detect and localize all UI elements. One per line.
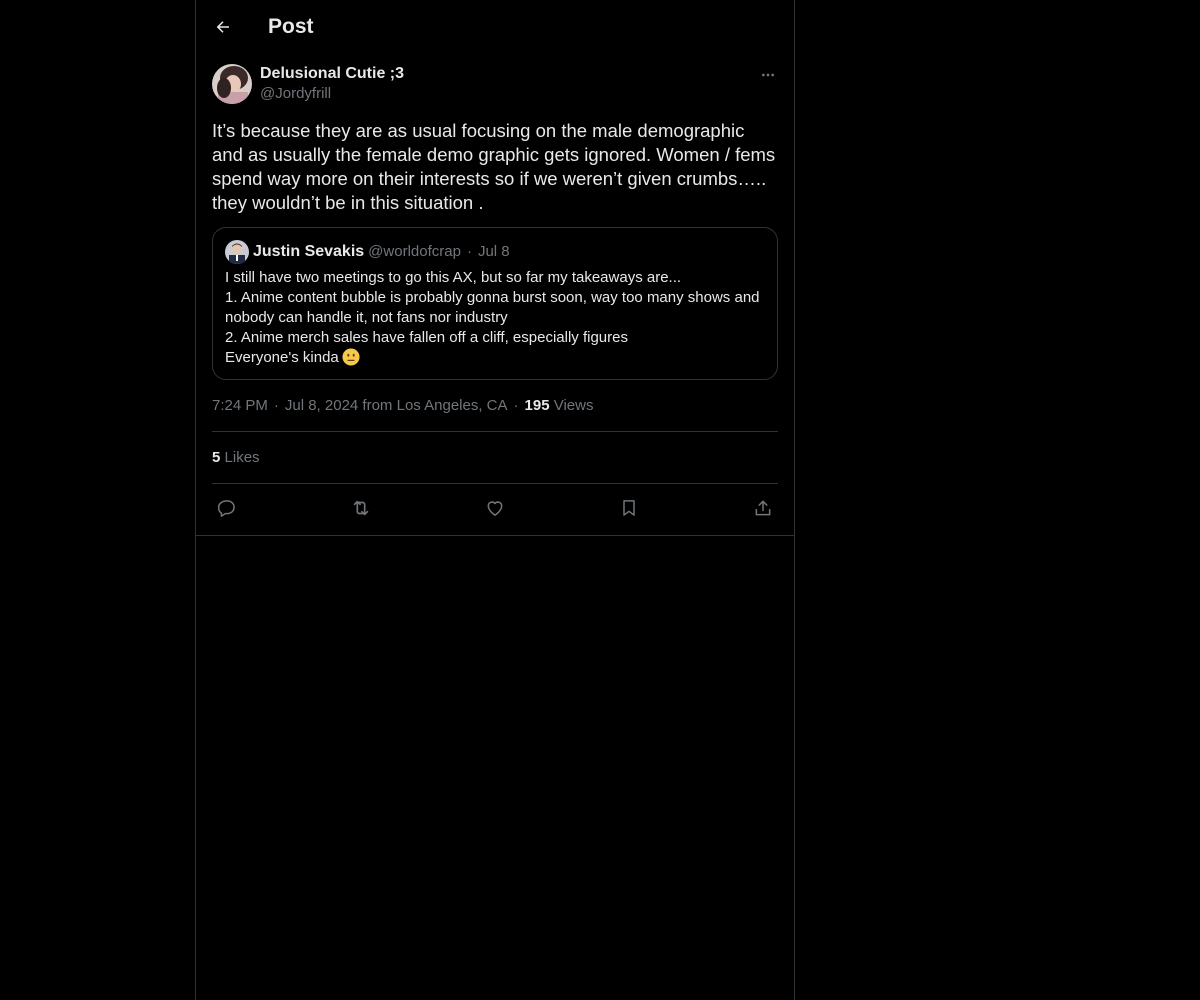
post-divider: [196, 535, 794, 536]
quoted-separator: ·: [466, 243, 472, 260]
bookmark-icon: [619, 498, 639, 518]
quoted-date: Jul 8: [477, 243, 510, 260]
post-actions: [212, 484, 778, 531]
post-author-row: [212, 53, 778, 104]
page-header: [196, 0, 794, 53]
back-button[interactable]: [212, 16, 234, 38]
post-date-location: Jul 8, 2024 from Los Angeles, CA: [284, 397, 508, 414]
page-title: Post: [268, 14, 314, 38]
post: [196, 53, 794, 531]
avatar-image: [212, 64, 252, 104]
quoted-post[interactable]: [212, 227, 778, 380]
repost-button[interactable]: [350, 497, 372, 519]
views-count: 195: [524, 397, 550, 414]
heart-icon: [485, 498, 505, 518]
quoted-handle: @worldofcrap: [368, 243, 461, 260]
main-column: [195, 0, 795, 1000]
meta-separator: ·: [513, 397, 519, 414]
bookmark-button[interactable]: [618, 497, 640, 519]
quoted-line-last: [225, 348, 765, 368]
quoted-text: [225, 268, 765, 368]
meta-separator: ·: [273, 397, 279, 414]
author-info: [260, 64, 404, 104]
author-display-name[interactable]: Delusional Cutie ;3: [260, 65, 405, 82]
share-button[interactable]: [752, 497, 774, 519]
quoted-line: I still have two meetings to go this AX, but so far my takeaways are...: [225, 269, 682, 286]
post-text: It’s because they are as usual focusing on the male demographic and as usually the female demo graphic gets ignored. Women / fems spend way more on their interests so if we weren’t given crumbs….. they wouldn’t be in this situation .: [212, 120, 781, 213]
quoted-line: 1. Anime content bubble is probably gonna burst soon, way too many shows and nobody can handle it, not fans nor industry: [225, 289, 760, 326]
more-horizontal-icon: [760, 67, 776, 83]
repost-icon: [350, 497, 372, 519]
post-time[interactable]: 7:24 PM: [212, 397, 268, 414]
likes-count: 5: [212, 449, 221, 466]
likes-label: Likes: [224, 449, 260, 466]
avatar[interactable]: [212, 64, 252, 104]
quoted-line-text: Everyone's kinda: [225, 349, 339, 366]
reply-button[interactable]: [216, 497, 238, 519]
likes-row[interactable]: [212, 432, 778, 484]
author-handle[interactable]: @Jordyfrill: [260, 85, 332, 102]
quoted-line: 2. Anime merch sales have fallen off a cliff, especially figures: [225, 329, 628, 346]
reply-icon: [217, 498, 237, 518]
arrow-left-icon: [214, 18, 232, 36]
quoted-display-name: Justin Sevakis: [253, 243, 365, 260]
more-options-button[interactable]: [758, 65, 778, 85]
views-label: Views: [553, 397, 594, 414]
quoted-post-header: [225, 240, 765, 264]
neutral-face-emoji-icon: [342, 348, 360, 366]
share-icon: [753, 498, 773, 518]
post-meta: [212, 396, 778, 432]
quoted-avatar: [225, 240, 249, 264]
quoted-avatar-image: [225, 240, 249, 264]
like-button[interactable]: [484, 497, 506, 519]
